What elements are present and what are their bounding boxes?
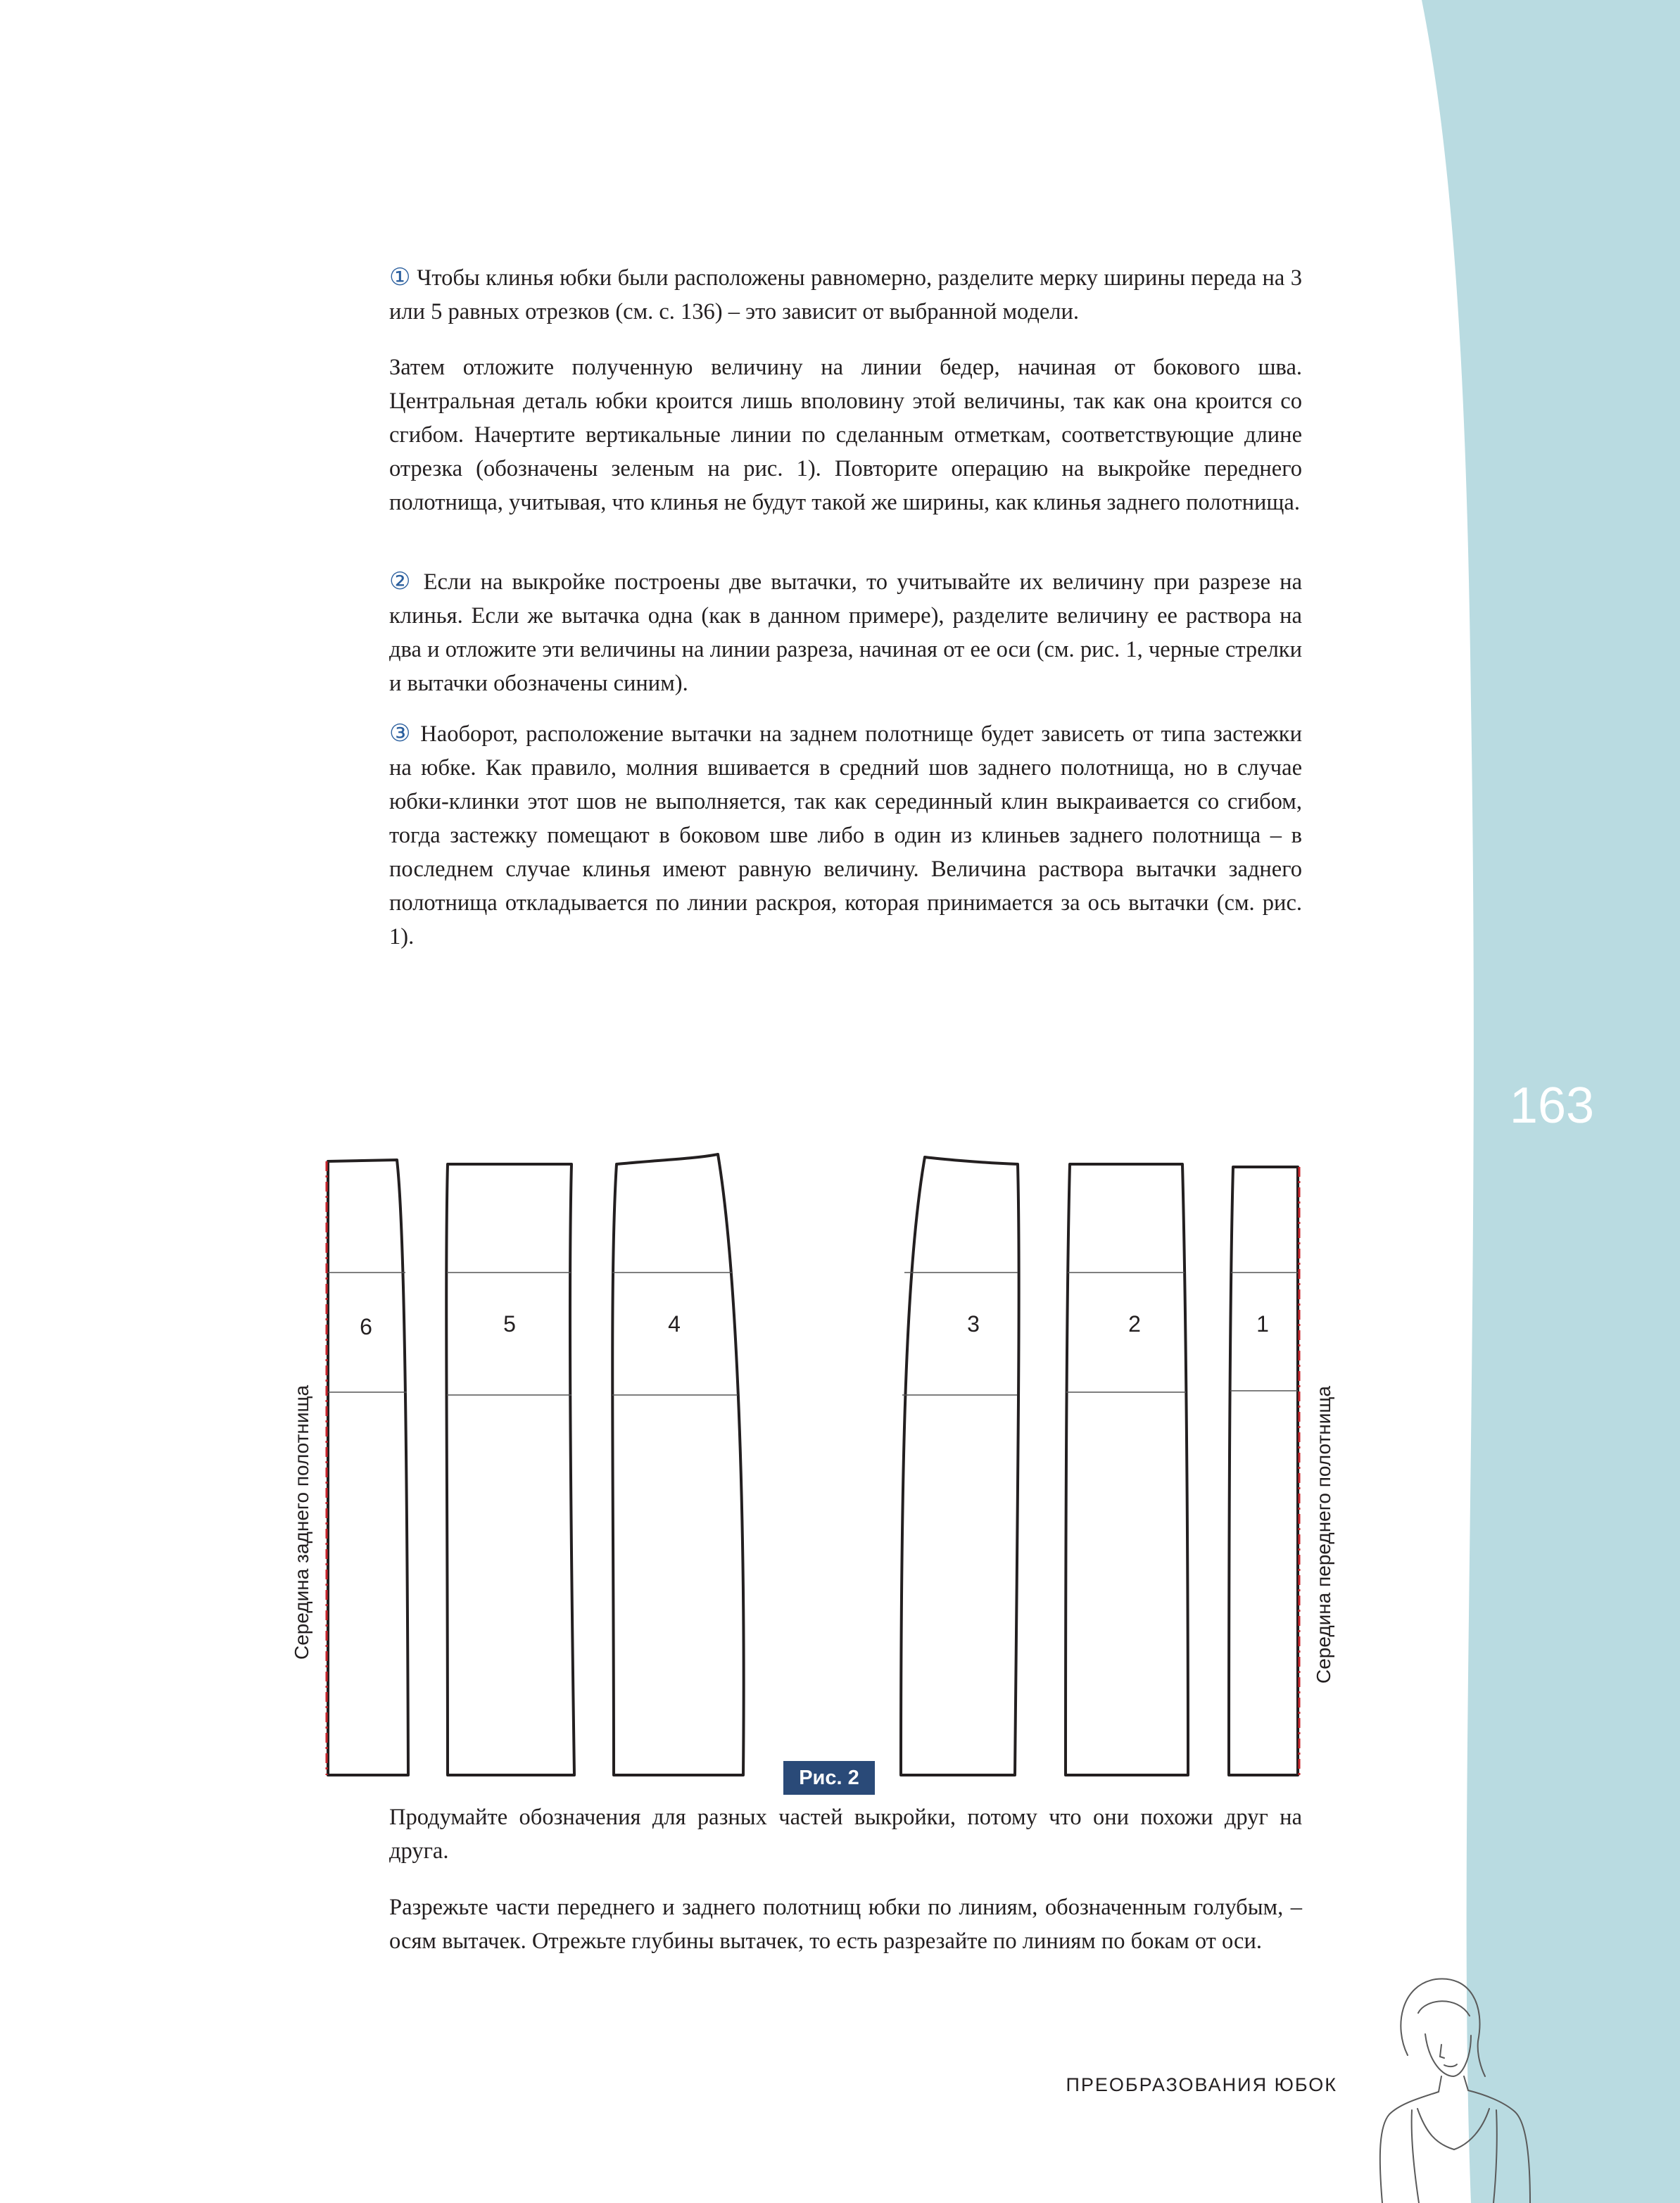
paragraph-5: Продумайте обозначения для разных частей выкройки, потому что они похожи друг на друга. (389, 1805, 1302, 1864)
step-marker-1: ① (389, 263, 411, 291)
page-number: 163 (1509, 1078, 1595, 1134)
paragraph-4: ③ Наоборот, расположение вытачки на заднем полотнище будет зависеть от типа застежки на юбке. Как правило, молния вшивается в средний шов заднего полотнища, но в случае юбки-клинки этот шов не выполняется, так как серединный клин выкраивается со сгибом, тогда застежку помещают в боковом шве либо в один из клиньев заднего полотнища – в последнем случае клинья имеют равную величину. Величина раствора вытачки заднего полотнища откладывается по линии раскроя, которая принимается за ось вытачки (см. рис. 1). (389, 719, 1302, 949)
paragraph-1: ① Чтобы клинья юбки были расположены равномерно, разделите мерку ширины переда на 3 или 5 равных отрезков (см. с. 136) – это зависит от выбранной модели. (389, 263, 1302, 324)
section-title: ПРЕОБРАЗОВАНИЯ ЮБОК (1066, 2074, 1337, 2095)
panel-label: 4 (668, 1311, 681, 1337)
panel-label: 6 (360, 1314, 372, 1339)
pattern-figure (267, 1133, 1365, 1802)
panel-4-outline (612, 1154, 743, 1775)
panel-6-outline (328, 1160, 408, 1775)
panel-3-outline (901, 1157, 1019, 1775)
panel-label: 3 (967, 1311, 980, 1337)
back-center-label: Середина заднего полотнища (291, 1384, 312, 1660)
step-marker-3: ③ (389, 719, 413, 747)
figure-caption: Рис. 2 (783, 1761, 875, 1795)
front-center-label: Середина переднего полотнища (1313, 1386, 1334, 1684)
step-marker-2: ② (389, 567, 415, 595)
panel-label: 1 (1256, 1311, 1269, 1337)
panel-label: 2 (1128, 1311, 1141, 1337)
paragraph-6: Разрежьте части переднего и заднего полотнищ юбки по линиям, обозначенным голубым, – осям вытачек. Отрежьте глубины вытачек, то есть разрезайте по линиям по бокам от оси. (389, 1895, 1302, 1954)
panel-2-outline (1066, 1164, 1188, 1775)
panel-1-outline (1229, 1167, 1298, 1775)
panel-label: 5 (503, 1311, 516, 1337)
panel-5-outline (446, 1164, 574, 1775)
woman-illustration (1358, 1971, 1555, 2203)
paragraph-2: Затем отложите полученную величину на линии бедер, начиная от бокового шва. Центральная деталь юбки кроится лишь вполовину этой величины, так как она кроится со сгибом. Начертите вертикальные линии по сделанным отметкам, соответствующие длине отрезка (обозначены зеленым на рис. 1). Повторите операцию на выкройке переднего полотнища, учитывая, что клинья не будут такой же ширины, как клинья заднего полотнища. (389, 355, 1302, 515)
paragraph-3: ② Если на выкройке построены две вытачки, то учитывайте их величину при разрезе на клинья. Если же вытачка одна (как в данном примере), разделите величину ее раствора на два и отложите эти величины на линии разреза, начиная от ее оси (см. рис. 1, черные стрелки и вытачки обозначены синим). (389, 567, 1302, 696)
